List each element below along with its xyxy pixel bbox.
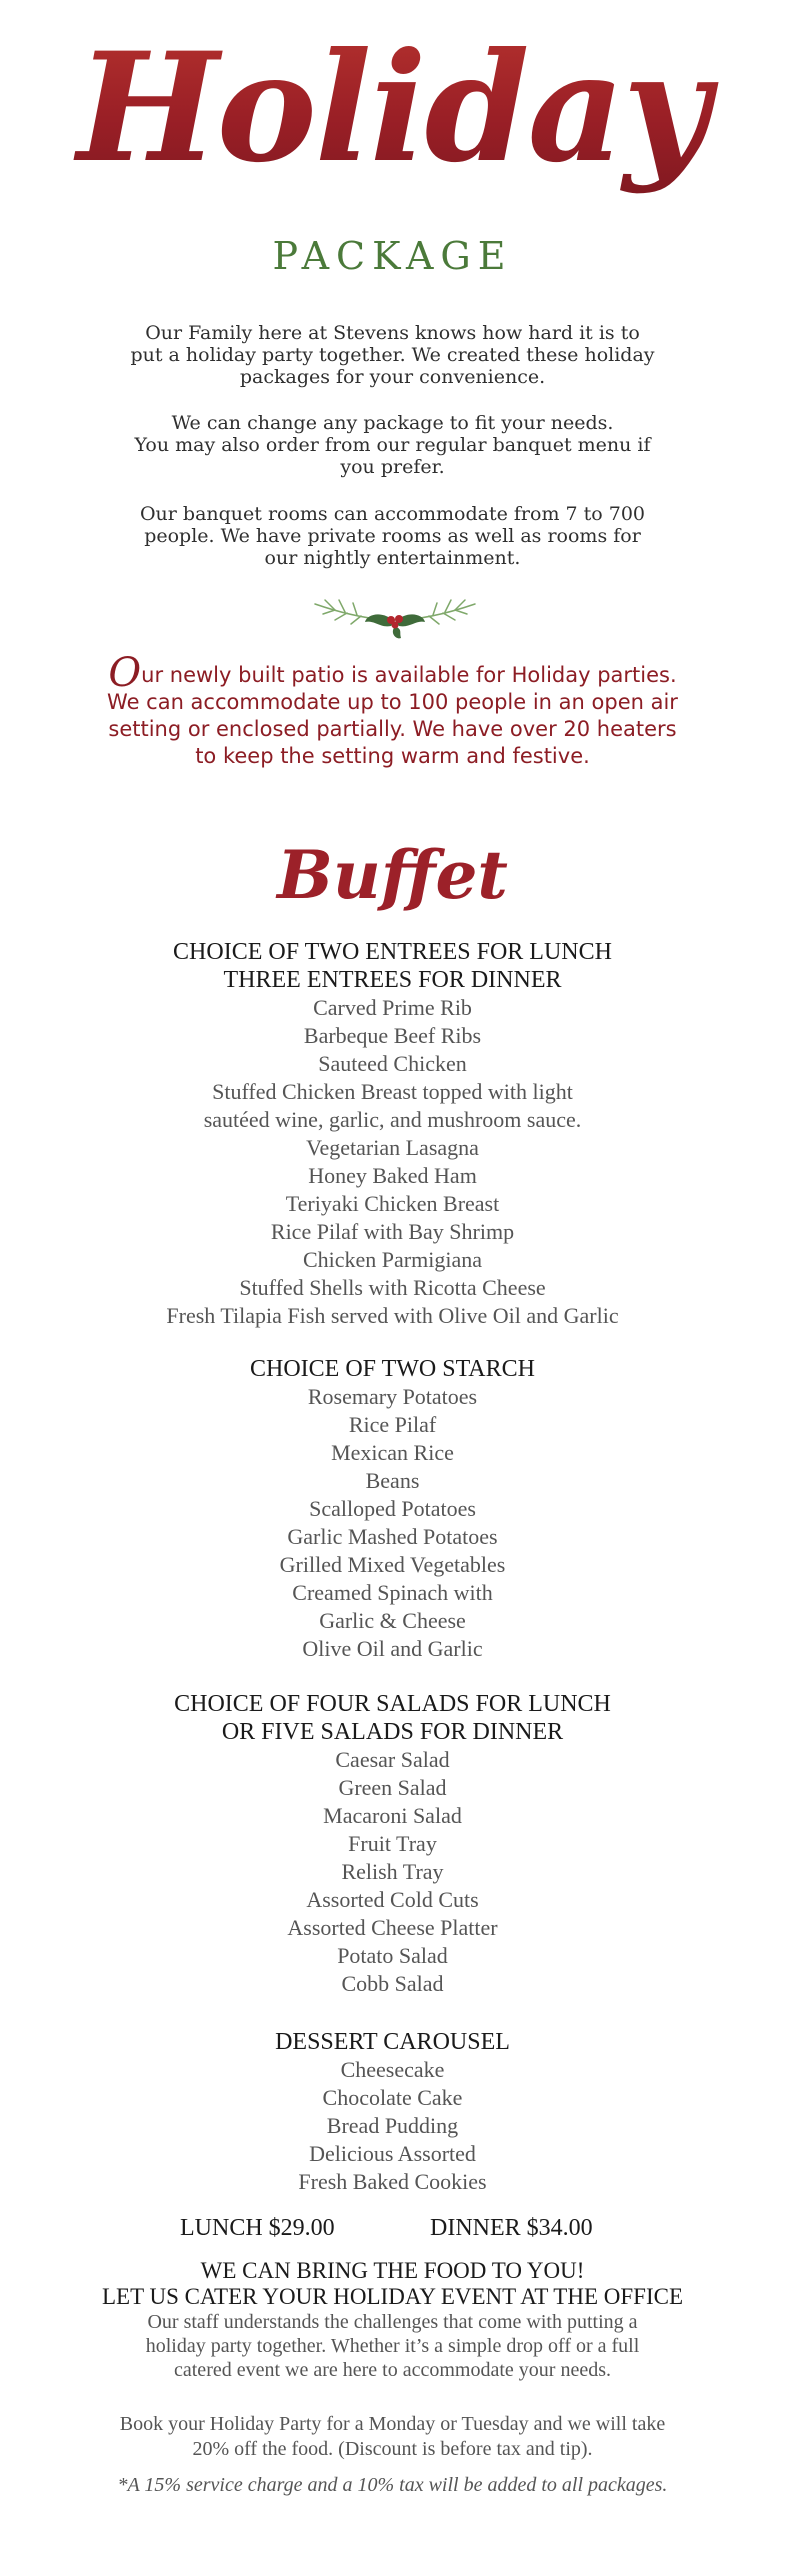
menu-item: Barbeque Beef Ribs [303,1023,482,1048]
menu-item: Bread Pudding [326,2113,459,2138]
menu-item: Macaroni Salad [323,1803,462,1828]
menu-item: Rosemary Potatoes [307,1384,478,1409]
menu-item: Olive Oil and Garlic [302,1636,483,1661]
intro-line: you prefer. [340,456,445,478]
menu-item: Honey Baked Ham [308,1163,477,1188]
menu-item: Beans [365,1468,420,1493]
patio-line: setting or enclosed partially. We have over 20 heaters [108,717,677,741]
catering-section [70,2258,715,2382]
intro-line: packages for your convenience. [239,366,546,388]
menu-item: Teriyaki Chicken Breast [285,1191,500,1216]
menu-item: Chicken Parmigiana [302,1247,482,1272]
menu-item: Stuffed Shells with Ricotta Cheese [239,1275,546,1300]
patio-line: We can accommodate up to 100 people in an open air [107,690,678,714]
lunch-price: LUNCH $29.00 [180,2215,335,2241]
intro-line: We can change any package to fit your needs. [171,412,614,434]
catering-line: holiday party together. Whether it’s a simple drop off or a full [145,2335,640,2357]
menu-item: Fresh Baked Cookies [298,2169,487,2194]
patio-announcement [100,650,685,770]
intro-line: You may also order from our regular banquet menu if [134,434,651,456]
menu-item: Mexican Rice [331,1440,454,1465]
menu-item: sautéed wine, garlic, and mushroom sauce. [203,1107,582,1132]
intro-line: people. We have private rooms as well as rooms for [144,525,641,547]
menu-item: Grilled Mixed Vegetables [279,1552,506,1577]
section-heading: OR FIVE SALADS FOR DINNER [221,1719,564,1745]
intro-paragraph-1 [120,322,665,388]
menu-item: Garlic Mashed Potatoes [287,1524,498,1549]
menu-item: Delicious Assorted [309,2141,476,2166]
booking-line: Book your Holiday Party for a Monday or Tuesday and we will take [119,2413,666,2435]
menu-item: Cheesecake [340,2057,445,2082]
menu-item: Green Salad [338,1775,447,1800]
catering-line: catered event we are here to accommodate your needs. [174,2359,611,2381]
patio-line-text: ur newly built patio is available for Holiday parties. [141,663,677,687]
menu-item: Caesar Salad [335,1747,450,1772]
section-heading: CHOICE OF FOUR SALADS FOR LUNCH [174,1691,611,1717]
menu-item: Rice Pilaf [348,1412,437,1437]
menu-item: Cobb Salad [341,1971,444,1996]
menu-item: Assorted Cheese Platter [287,1915,498,1940]
dinner-price: DINNER $34.00 [430,2215,593,2241]
menu-item: Stuffed Chicken Breast topped with light [212,1079,573,1104]
menu-item: Fresh Tilapia Fish served with Olive Oil and Garlic [166,1303,619,1328]
salads-section [80,1690,705,1998]
section-heading: CHOICE OF TWO ENTREES FOR LUNCH [173,939,612,965]
section-heading: CHOICE OF TWO STARCH [250,1356,535,1382]
menu-item: Sauteed Chicken [318,1051,467,1076]
section-heading: DESSERT CAROUSEL [275,2029,510,2055]
menu-item: Garlic & Cheese [319,1608,466,1633]
booking-discount [70,2412,715,2462]
section-heading: THREE ENTREES FOR DINNER [223,967,562,993]
menu-item: Scalloped Potatoes [309,1496,476,1521]
patio-line: to keep the setting warm and festive. [195,744,590,768]
menu-item: Assorted Cold Cuts [306,1887,479,1912]
starch-section [80,1355,705,1663]
page-title: Holiday [0,8,785,208]
patio-dropcap: O [108,650,142,696]
menu-item: Creamed Spinach with [292,1580,493,1605]
menu-item: Vegetarian Lasagna [306,1135,479,1160]
intro-line: Our Family here at Stevens knows how hard it is to [145,322,640,344]
intro-paragraph-2 [120,412,665,478]
intro-paragraph-3 [120,503,665,569]
catering-heading: WE CAN BRING THE FOOD TO YOU! [200,2258,585,2283]
patio-line [100,650,685,696]
booking-line: 20% off the food. (Discount is before tax and tip). [192,2438,593,2460]
service-charge-note: *A 15% service charge and a 10% tax will be added to all packages. [117,2474,668,2496]
menu-item: Carved Prime Rib [313,995,472,1020]
catering-heading: LET US CATER YOUR HOLIDAY EVENT AT THE OFFICE [102,2284,683,2309]
menu-item: Fruit Tray [348,1831,437,1856]
menu-item: Potato Salad [337,1943,448,1968]
menu-item: Relish Tray [341,1859,444,1884]
dessert-section [80,2028,705,2196]
menu-item: Rice Pilaf with Bay Shrimp [270,1219,515,1244]
page-subtitle: PACKAGE [272,234,513,278]
buffet-title: Buffet [277,836,508,914]
catering-line: Our staff understands the challenges that come with putting a [147,2311,638,2333]
intro-line: our nightly entertainment. [264,547,521,569]
holly-divider-icon [305,592,485,642]
entrees-section [80,938,705,1330]
menu-item: Chocolate Cake [322,2085,463,2110]
intro-line: Our banquet rooms can accommodate from 7 to 700 [139,503,646,525]
pricing-row [0,2213,785,2243]
intro-line: put a holiday party together. We created these holiday [130,344,655,366]
